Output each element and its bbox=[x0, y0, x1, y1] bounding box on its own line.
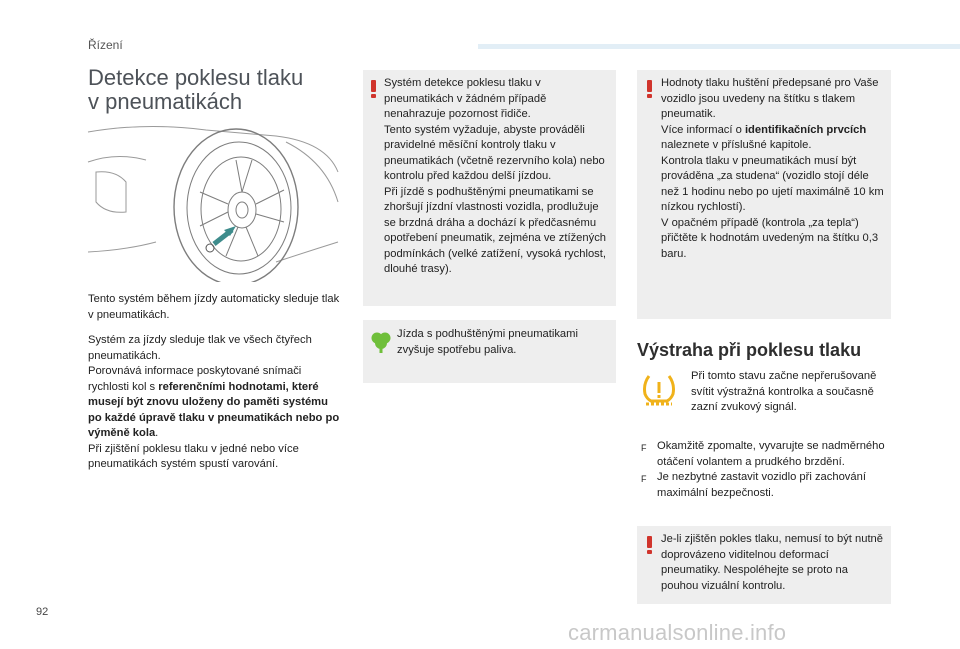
page-title bbox=[88, 66, 303, 114]
description-bold: referenčními hodnotami, které musejí být znovu uloženy do paměti systému po každé úpravě tlaku v pneumatikách nebo po výměně kola bbox=[88, 380, 340, 439]
description-end: . bbox=[155, 427, 159, 439]
warning-box-1 bbox=[363, 70, 616, 306]
eco-note-text: Jízda s podhuštěnými pneumatikami zvyšuje spotřebu paliva. bbox=[397, 328, 578, 356]
intro-paragraph: Tento systém během jízdy automaticky sleduje tlak v pneumatikách. bbox=[88, 293, 340, 321]
page-number: 92 bbox=[36, 606, 49, 618]
warning-box-2 bbox=[637, 70, 891, 319]
watermark: carmanualsonline.info bbox=[568, 620, 787, 645]
pressure-info-b-post: naleznete v příslušné kapitole. bbox=[661, 139, 812, 151]
pressure-info-b-pre: Více informací o bbox=[661, 123, 745, 136]
warning-text-2: Tento systém vyžaduje, abyste prováděli pravidelné měsíční kontroly tlaku v pneumatikách (včetně rezervního kola) nebo kontrolu před každou delší jízdou. bbox=[384, 123, 605, 182]
section-label: Řízení bbox=[88, 38, 123, 52]
list-item-text: Okamžitě zpomalte, vyvarujte se nadměrného otáčení volantem a prudkého brzdění. bbox=[657, 440, 885, 468]
description-line-b bbox=[88, 364, 340, 442]
alert-description: Při tomto stavu začne nepřerušovaně svítit výstražná kontrolka a současně zazní zvukový signál. bbox=[691, 370, 877, 413]
eco-note bbox=[397, 327, 609, 358]
section-subheading: Výstraha při poklesu tlaku bbox=[637, 340, 862, 360]
description-paragraph bbox=[88, 333, 340, 473]
warning-box-2-text bbox=[661, 76, 885, 262]
pressure-info-d: V opačném případě (kontrola „za tepla“) přičtěte k hodnotám uvedeným na štítku 0,3 baru. bbox=[661, 216, 879, 260]
page-title-line-2: v pneumatikách bbox=[88, 89, 243, 114]
warning-text-1: Systém detekce poklesu tlaku v pneumatikách v žádném případě nenahrazuje pozornost řidiče. bbox=[384, 77, 547, 120]
description-line-c: Při zjištění poklesu tlaku v jedné nebo více pneumatikách systém spustí varování. bbox=[88, 442, 299, 470]
action-list bbox=[641, 439, 891, 501]
pressure-info-c: Kontrola tlaku v pneumatikách musí být prováděna „za studena“ (vozidlo stojí déle než 1 hodinu nebo po ujetí maximálně 10 km nízkou rychlostí). bbox=[661, 154, 884, 213]
description-text: Porovnává informace poskytované snímači rychlosti kol s bbox=[88, 365, 302, 393]
warning-text-3: Při jízdě s podhuštěnými pneumatikami se zhoršují jízdní vlastnosti vozidla, prodlužuje se brzdná dráha a dochází k předčasnému opotřebení pneumatik, zejména ve ztížených podmínkách (velké zatížení, vysoká rychlost, dlouhé trasy). bbox=[384, 185, 607, 275]
warning-icon bbox=[645, 536, 654, 554]
header-rule bbox=[478, 44, 960, 49]
wheel-illustration bbox=[86, 122, 340, 282]
eco-leaf-icon bbox=[371, 330, 391, 354]
pressure-info-a: Hodnoty tlaku huštění předepsané pro Vaše vozidlo jsou uvedeny na štítku s tlakem pneumatik. bbox=[661, 77, 879, 120]
tire bbox=[174, 129, 298, 282]
warning-icon bbox=[369, 80, 378, 98]
bullet-marker: F bbox=[641, 443, 647, 453]
page-title-line-1: Detekce poklesu tlaku bbox=[88, 65, 304, 90]
eco-box bbox=[363, 320, 616, 383]
bullet-marker: F bbox=[641, 474, 647, 484]
list-item bbox=[641, 470, 891, 501]
warning-box-3-text bbox=[661, 532, 885, 594]
warning-icon bbox=[645, 80, 654, 98]
pressure-info-b-bold: identifikačních prvcích bbox=[744, 123, 867, 136]
list-item-text: Je nezbytné zastavit vozidlo při zachování maximální bezpečnosti. bbox=[657, 471, 866, 499]
visual-check-warning: Je-li zjištěn pokles tlaku, nemusí to být nutně doprovázeno viditelnou deformací pneumatiky. Nespoléhejte se proto na pouhou vizuální kontrolu. bbox=[661, 533, 883, 592]
pressure-info-b bbox=[661, 123, 885, 154]
warning-box-1-text bbox=[384, 76, 610, 278]
tire-pressure-warning-icon bbox=[642, 374, 676, 406]
list-item bbox=[641, 439, 891, 470]
description-line-a: Systém za jízdy sleduje tlak ve všech čtyřech pneumatikách. bbox=[88, 334, 312, 362]
warning-box-3 bbox=[637, 526, 891, 604]
valve-marker bbox=[206, 226, 236, 252]
